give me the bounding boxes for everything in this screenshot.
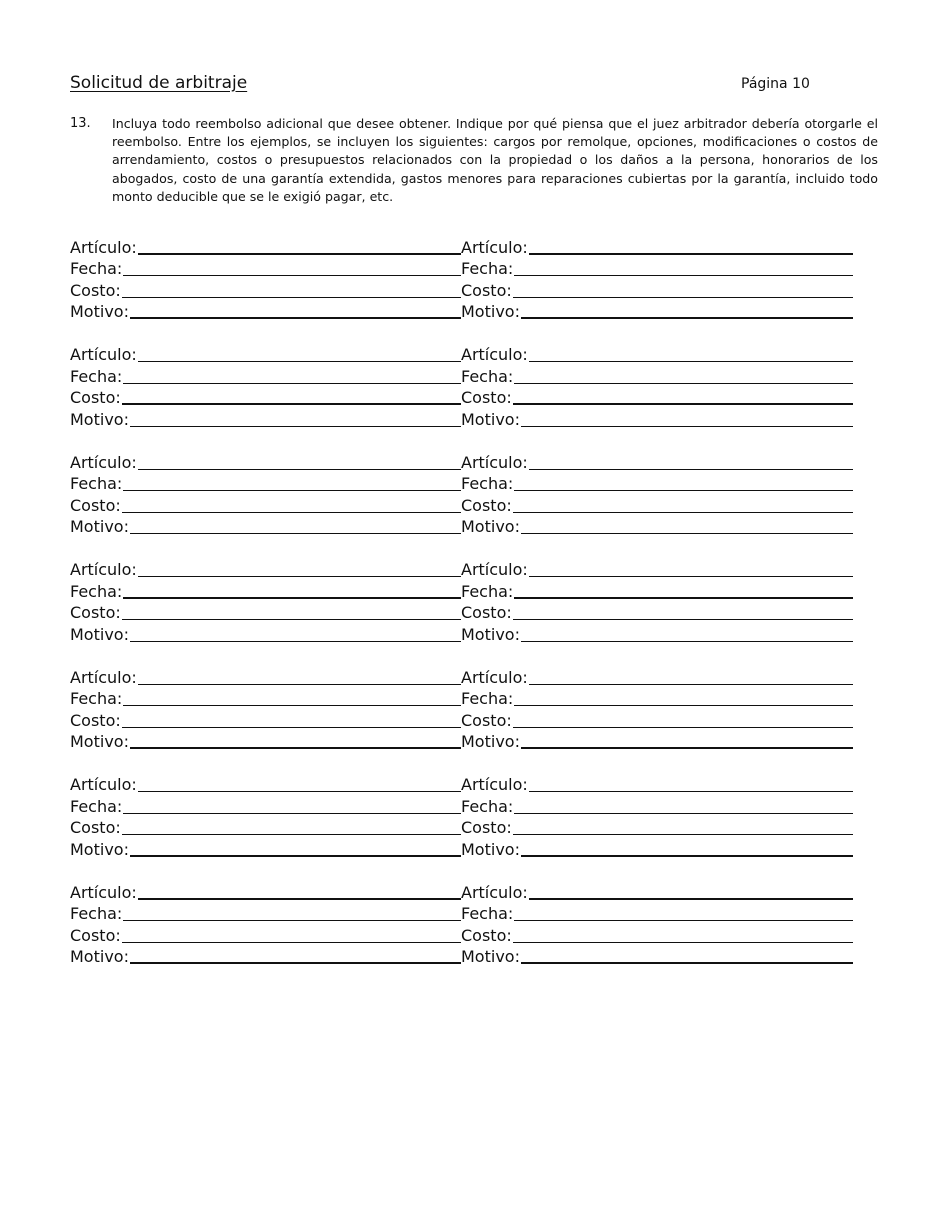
date-field-row	[461, 257, 853, 279]
reason-field-row	[461, 837, 853, 859]
item-field-label: Artículo:	[70, 452, 137, 472]
item-field-row	[70, 558, 461, 580]
date-field-row	[70, 579, 461, 601]
reason-field-label: Motivo:	[461, 839, 520, 859]
reason-field-label: Motivo:	[461, 409, 520, 429]
date-field-row	[461, 472, 853, 494]
reason-field-blank[interactable]	[130, 426, 461, 427]
cost-field-blank[interactable]	[513, 297, 853, 298]
cost-field-row	[70, 816, 461, 838]
date-field-label: Fecha:	[461, 366, 514, 386]
date-field-row	[70, 687, 461, 709]
date-field-row	[461, 364, 853, 386]
date-field-row	[461, 579, 853, 601]
date-field-blank[interactable]	[123, 490, 461, 491]
reason-field-blank[interactable]	[130, 747, 461, 749]
reason-field-blank[interactable]	[130, 641, 461, 642]
reason-field-row	[70, 945, 461, 967]
item-field-label: Artículo:	[461, 882, 528, 902]
date-field-label: Fecha:	[461, 689, 514, 708]
cost-field-label: Costo:	[461, 603, 512, 622]
reason-field-blank[interactable]	[130, 855, 461, 857]
item-field-row	[461, 235, 853, 257]
cost-field-row	[70, 493, 461, 515]
cost-field-label: Costo:	[461, 280, 512, 300]
cost-field-label: Costo:	[70, 495, 121, 515]
item-field-blank[interactable]	[529, 469, 853, 470]
date-field-row	[70, 902, 461, 924]
item-field-row	[461, 773, 853, 795]
item-field-label: Artículo:	[461, 237, 528, 257]
reason-field-row	[461, 622, 853, 644]
date-field-blank[interactable]	[123, 597, 461, 599]
cost-field-blank[interactable]	[513, 512, 853, 513]
reason-field-blank[interactable]	[130, 533, 461, 534]
cost-field-label: Costo:	[461, 710, 512, 730]
date-field-row	[70, 364, 461, 386]
item-field-row	[70, 880, 461, 902]
reason-field-blank[interactable]	[521, 855, 853, 857]
item-field-row	[461, 558, 853, 580]
date-field-blank[interactable]	[123, 275, 461, 276]
group-spacer	[70, 536, 853, 558]
reason-field-blank[interactable]	[521, 641, 853, 642]
reason-field-label: Motivo:	[70, 302, 129, 321]
item-field-blank[interactable]	[138, 898, 461, 900]
date-field-blank[interactable]	[514, 383, 853, 384]
item-field-blank[interactable]	[138, 253, 461, 255]
reason-field-row	[461, 730, 853, 752]
item-field-row	[70, 343, 461, 365]
cost-field-blank[interactable]	[513, 403, 853, 405]
reason-field-blank[interactable]	[521, 962, 853, 964]
reason-field-row	[70, 300, 461, 322]
item-field-label: Artículo:	[461, 345, 528, 364]
item-field-row	[70, 773, 461, 795]
question-number: 13.	[70, 116, 91, 131]
item-field-label: Artículo:	[70, 560, 137, 579]
cost-field-blank[interactable]	[122, 942, 461, 943]
item-field-row	[70, 235, 461, 257]
cost-field-blank[interactable]	[513, 727, 853, 728]
reason-field-blank[interactable]	[521, 533, 853, 534]
date-field-label: Fecha:	[70, 474, 123, 493]
item-field-label: Artículo:	[461, 775, 528, 794]
cost-field-blank[interactable]	[122, 727, 461, 728]
date-field-row	[70, 257, 461, 279]
cost-field-row	[70, 386, 461, 408]
item-field-blank[interactable]	[529, 898, 853, 900]
item-field-label: Artículo:	[70, 237, 137, 257]
reason-field-label: Motivo:	[461, 517, 520, 536]
cost-field-label: Costo:	[70, 603, 121, 622]
date-field-label: Fecha:	[461, 904, 514, 923]
date-field-label: Fecha:	[70, 904, 123, 923]
date-field-row	[70, 472, 461, 494]
date-field-blank[interactable]	[514, 275, 853, 276]
cost-field-row	[461, 278, 853, 300]
reason-field-blank[interactable]	[521, 747, 853, 749]
cost-field-blank[interactable]	[122, 834, 461, 835]
page-title: Solicitud de arbitraje	[70, 73, 248, 93]
cost-field-blank[interactable]	[122, 512, 461, 513]
cost-field-label: Costo:	[70, 388, 121, 407]
reason-field-row	[70, 837, 461, 859]
date-field-row	[461, 794, 853, 816]
question-text: Incluya todo reembolso adicional que desee obtener. Indique por qué piensa que el juez arbitrador debería otorgarle el reembolso. Entre los ejemplos, se incluyen los siguientes: cargos por remolque, opciones, modificaciones o costos de arrendamiento, costos o presupuestos relacionados con la propiedad o los daños a la persona, honorarios de los abogados, costo de una garantía extendida, gastos menores para reparaciones cubiertas por la garantía, incluido todo monto deducible que se le exigió pagar, etc.	[112, 116, 878, 204]
item-field-label: Artículo:	[461, 452, 528, 472]
date-field-blank[interactable]	[514, 705, 853, 706]
reason-field-label: Motivo:	[70, 947, 129, 966]
item-field-row	[461, 343, 853, 365]
reason-field-label: Motivo:	[70, 517, 129, 536]
cost-field-row	[70, 278, 461, 300]
date-field-blank[interactable]	[514, 920, 853, 921]
date-field-label: Fecha:	[70, 796, 123, 816]
cost-field-row	[70, 708, 461, 730]
cost-field-row	[461, 386, 853, 408]
date-field-blank[interactable]	[123, 813, 461, 814]
item-field-row	[70, 450, 461, 472]
item-field-row	[461, 665, 853, 687]
item-field-blank[interactable]	[138, 791, 461, 792]
cost-field-label: Costo:	[70, 280, 121, 300]
date-field-label: Fecha:	[70, 366, 123, 386]
group-spacer	[70, 751, 853, 773]
reimbursement-entries	[70, 235, 853, 966]
date-field-label: Fecha:	[70, 259, 123, 278]
item-field-blank[interactable]	[529, 791, 853, 792]
cost-field-label: Costo:	[70, 710, 121, 730]
date-field-blank[interactable]	[514, 813, 853, 814]
reason-field-label: Motivo:	[70, 732, 129, 751]
group-spacer	[70, 859, 853, 881]
item-field-blank[interactable]	[138, 684, 461, 685]
page-number: Página 10	[741, 76, 810, 92]
reason-field-row	[461, 407, 853, 429]
reason-field-row	[70, 515, 461, 537]
reason-field-row	[70, 730, 461, 752]
cost-field-label: Costo:	[70, 818, 121, 837]
item-field-label: Artículo:	[70, 882, 137, 902]
reason-field-label: Motivo:	[461, 302, 520, 321]
group-spacer	[70, 644, 853, 666]
cost-field-blank[interactable]	[513, 942, 853, 943]
reason-field-label: Motivo:	[70, 409, 129, 429]
reason-field-blank[interactable]	[521, 426, 853, 427]
reason-field-label: Motivo:	[461, 732, 520, 751]
date-field-label: Fecha:	[70, 581, 123, 601]
item-field-blank[interactable]	[138, 469, 461, 470]
item-field-row	[70, 665, 461, 687]
item-field-row	[461, 450, 853, 472]
reason-field-row	[461, 515, 853, 537]
date-field-blank[interactable]	[123, 383, 461, 384]
cost-field-blank[interactable]	[122, 619, 461, 620]
date-field-label: Fecha:	[461, 796, 514, 816]
cost-field-label: Costo:	[461, 495, 512, 515]
item-field-blank[interactable]	[138, 576, 461, 577]
reason-field-blank[interactable]	[130, 317, 461, 319]
cost-field-row	[70, 601, 461, 623]
reason-field-row	[70, 622, 461, 644]
reason-field-row	[70, 407, 461, 429]
item-field-label: Artículo:	[461, 667, 528, 687]
cost-field-label: Costo:	[461, 388, 512, 407]
cost-field-row	[461, 493, 853, 515]
cost-field-label: Costo:	[461, 818, 512, 837]
date-field-row	[70, 794, 461, 816]
cost-field-blank[interactable]	[122, 297, 461, 298]
item-field-label: Artículo:	[461, 560, 528, 579]
cost-field-blank[interactable]	[122, 403, 461, 405]
reason-field-blank[interactable]	[130, 962, 461, 964]
cost-field-row	[461, 601, 853, 623]
item-field-blank[interactable]	[529, 253, 853, 255]
cost-field-row	[461, 708, 853, 730]
reason-field-label: Motivo:	[70, 839, 129, 859]
date-field-blank[interactable]	[514, 490, 853, 491]
reason-field-label: Motivo:	[461, 624, 520, 644]
date-field-label: Fecha:	[461, 259, 514, 278]
cost-field-blank[interactable]	[513, 619, 853, 620]
date-field-blank[interactable]	[514, 597, 853, 599]
item-field-row	[461, 880, 853, 902]
item-field-label: Artículo:	[70, 667, 137, 687]
date-field-row	[461, 902, 853, 924]
cost-field-label: Costo:	[461, 925, 512, 945]
cost-field-row	[461, 816, 853, 838]
item-field-label: Artículo:	[70, 775, 137, 794]
group-spacer	[70, 321, 853, 343]
cost-field-row	[70, 923, 461, 945]
date-field-label: Fecha:	[461, 474, 514, 493]
item-field-blank[interactable]	[529, 684, 853, 685]
cost-field-label: Costo:	[70, 925, 121, 945]
reason-field-row	[461, 945, 853, 967]
cost-field-row	[461, 923, 853, 945]
group-spacer	[70, 429, 853, 451]
date-field-label: Fecha:	[70, 689, 123, 708]
reason-field-row	[461, 300, 853, 322]
item-field-label: Artículo:	[70, 345, 137, 364]
item-field-blank[interactable]	[529, 576, 853, 577]
reason-field-label: Motivo:	[461, 947, 520, 966]
reason-field-blank[interactable]	[521, 317, 853, 319]
reason-field-label: Motivo:	[70, 624, 129, 644]
item-field-blank[interactable]	[529, 361, 853, 362]
cost-field-blank[interactable]	[513, 834, 853, 835]
date-field-blank[interactable]	[123, 705, 461, 706]
date-field-blank[interactable]	[123, 920, 461, 921]
date-field-label: Fecha:	[461, 581, 514, 601]
item-field-blank[interactable]	[138, 361, 461, 362]
date-field-row	[461, 687, 853, 709]
